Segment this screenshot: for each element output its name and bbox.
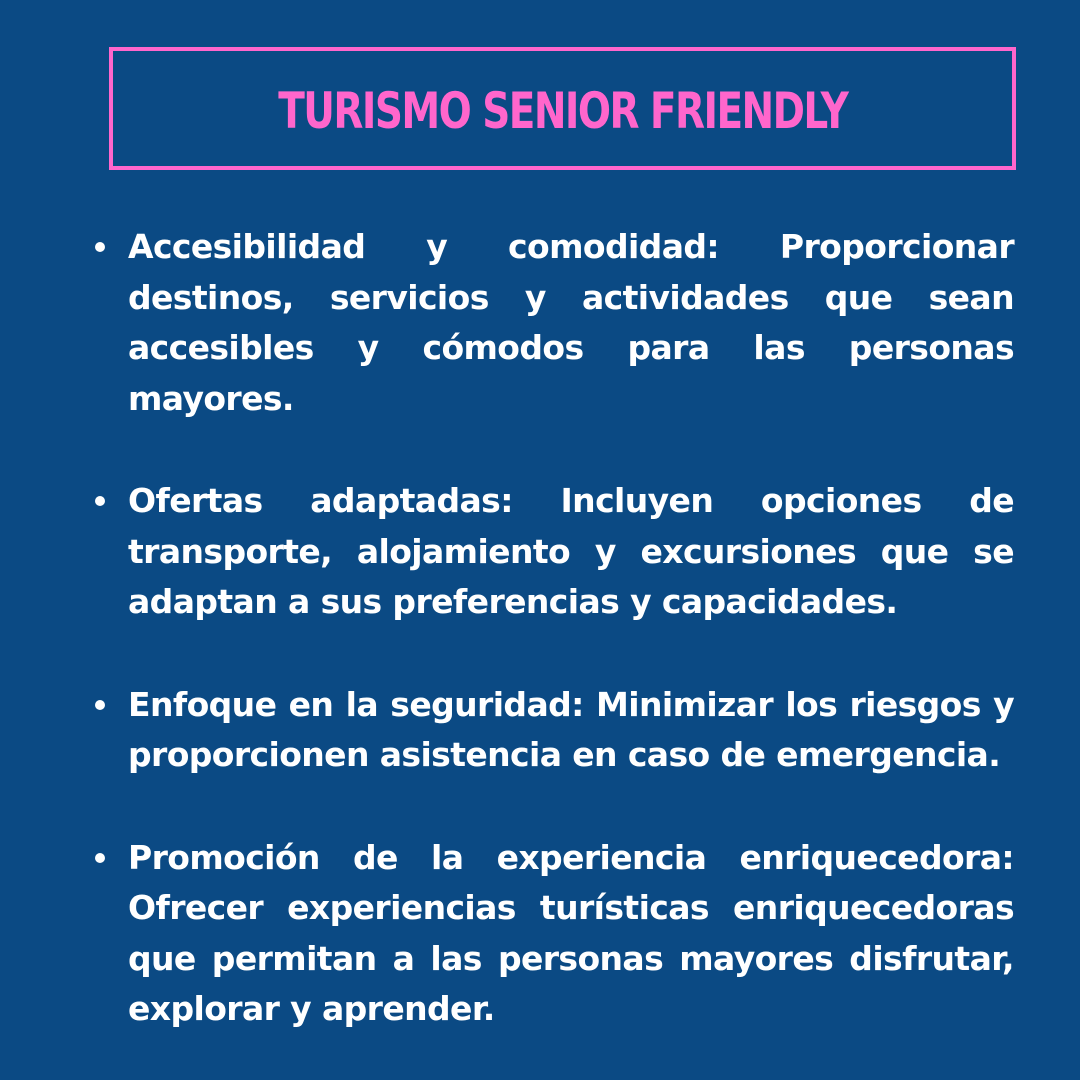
bullet-text: Enfoque en la seguridad: Minimizar los riesgos y proporcionen asistencia en caso de emergencia. [128, 684, 1014, 774]
bullet-item-adapted-offers [128, 476, 1014, 628]
bullet-item-safety [128, 680, 1014, 781]
bullet-item-accessibility [128, 222, 1014, 424]
bullet-text: Promoción de la experiencia enriquecedora: Ofrecer experiencias turísticas enriquecedoras que permitan a las personas mayores disfrutar, explorar y aprender. [128, 837, 1014, 1028]
bullet-dot-icon [95, 700, 105, 710]
bullet-dot-icon [95, 853, 105, 863]
bullet-text: Ofertas adaptadas: Incluyen opciones de transporte, alojamiento y excursiones que se adaptan a sus preferencias y capacidades. [128, 481, 1014, 621]
bullet-list [128, 222, 1014, 1035]
bullet-item-enriching-experience [128, 833, 1014, 1035]
bullet-text: Accesibilidad y comodidad: Proporcionar destinos, servicios y actividades que sean accesibles y cómodos para las personas mayores. [128, 227, 1014, 418]
page-title: TURISMO SENIOR FRIENDLY [277, 81, 848, 140]
title-frame [109, 47, 1016, 170]
bullet-dot-icon [95, 496, 105, 506]
bullet-dot-icon [95, 242, 105, 252]
